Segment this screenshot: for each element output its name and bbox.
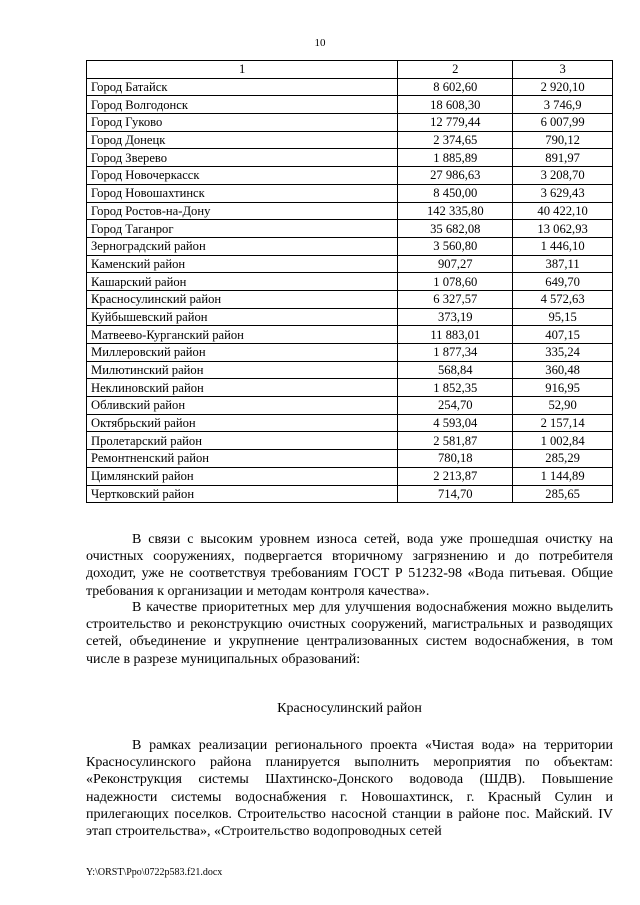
region-name-cell: Зерноградский район — [87, 237, 398, 255]
value-col2-cell: 2 374,65 — [398, 131, 513, 149]
region-name-cell: Город Ростов-на-Дону — [87, 202, 398, 220]
region-name-cell: Город Новочеркасск — [87, 167, 398, 185]
table-row — [87, 273, 613, 291]
value-col3-cell: 649,70 — [513, 273, 613, 291]
value-col2-cell: 11 883,01 — [398, 326, 513, 344]
table-row — [87, 379, 613, 397]
section-heading: Красносулинский район — [277, 701, 422, 716]
table-row — [87, 237, 613, 255]
header-cell: 2 — [398, 61, 513, 79]
value-col2-cell: 568,84 — [398, 361, 513, 379]
value-col2-cell: 6 327,57 — [398, 290, 513, 308]
table-row — [87, 131, 613, 149]
table-row — [87, 255, 613, 273]
region-name-cell: Красносулинский район — [87, 290, 398, 308]
value-col2-cell: 2 213,87 — [398, 467, 513, 485]
value-col3-cell: 285,29 — [513, 450, 613, 468]
table-header-row — [87, 61, 613, 79]
value-col2-cell: 4 593,04 — [398, 414, 513, 432]
value-col2-cell: 907,27 — [398, 255, 513, 273]
region-name-cell: Город Гуково — [87, 114, 398, 132]
value-col2-cell: 1 885,89 — [398, 149, 513, 167]
table-row — [87, 96, 613, 114]
table-row — [87, 361, 613, 379]
region-name-cell: Город Донецк — [87, 131, 398, 149]
table-row — [87, 114, 613, 132]
value-col3-cell: 2 157,14 — [513, 414, 613, 432]
value-col3-cell: 1 446,10 — [513, 237, 613, 255]
table-row — [87, 485, 613, 503]
value-col3-cell: 1 002,84 — [513, 432, 613, 450]
value-col3-cell: 52,90 — [513, 397, 613, 415]
region-name-cell: Город Волгодонск — [87, 96, 398, 114]
region-name-cell: Город Батайск — [87, 78, 398, 96]
value-col3-cell: 891,97 — [513, 149, 613, 167]
region-name-cell: Ремонтненский район — [87, 450, 398, 468]
page-number: 10 — [314, 37, 326, 49]
region-name-cell: Кашарский район — [87, 273, 398, 291]
value-col2-cell: 35 682,08 — [398, 220, 513, 238]
value-col3-cell: 40 422,10 — [513, 202, 613, 220]
region-name-cell: Обливский район — [87, 397, 398, 415]
table-row — [87, 326, 613, 344]
table-row — [87, 450, 613, 468]
value-col2-cell: 8 450,00 — [398, 184, 513, 202]
region-name-cell: Чертковский район — [87, 485, 398, 503]
value-col2-cell: 254,70 — [398, 397, 513, 415]
paragraph-priority-measures: В качестве приоритетных мер для улучшения водоснабжения можно выделить строительство и реконструкцию очистных сооружений, магистральных и разводящих сетей, объединение и укрупнение централизованных систем водоснабжения, в том числе в разрезе муниципальных образований: — [86, 600, 613, 667]
value-col3-cell: 916,95 — [513, 379, 613, 397]
value-col2-cell: 714,70 — [398, 485, 513, 503]
table-row — [87, 202, 613, 220]
value-col3-cell: 3 208,70 — [513, 167, 613, 185]
value-col3-cell: 790,12 — [513, 131, 613, 149]
region-name-cell: Каменский район — [87, 255, 398, 273]
value-col3-cell: 2 920,10 — [513, 78, 613, 96]
table-row — [87, 308, 613, 326]
paragraph-network-wear: В связи с высоким уровнем износа сетей, вода уже прошедшая очистку на очистных сооружениях, подвергается вторичному загрязнению и до потребителя доходит, уже не соответствуя требованиям ГОСТ Р 51232-98 «Вода питьевая. Общие требования к организации и методам контроля качества». — [86, 532, 613, 599]
value-col2-cell: 3 560,80 — [398, 237, 513, 255]
value-col3-cell: 285,65 — [513, 485, 613, 503]
region-name-cell: Город Новошахтинск — [87, 184, 398, 202]
value-col2-cell: 373,19 — [398, 308, 513, 326]
table-row — [87, 149, 613, 167]
region-name-cell: Пролетарский район — [87, 432, 398, 450]
value-col3-cell: 4 572,63 — [513, 290, 613, 308]
value-col2-cell: 780,18 — [398, 450, 513, 468]
region-name-cell: Неклиновский район — [87, 379, 398, 397]
region-name-cell: Город Таганрог — [87, 220, 398, 238]
table-row — [87, 78, 613, 96]
table-row — [87, 467, 613, 485]
value-col2-cell: 8 602,60 — [398, 78, 513, 96]
region-name-cell: Цимлянский район — [87, 467, 398, 485]
header-cell: 3 — [513, 61, 613, 79]
region-name-cell: Октябрьский район — [87, 414, 398, 432]
table-row — [87, 184, 613, 202]
value-col2-cell: 2 581,87 — [398, 432, 513, 450]
value-col2-cell: 12 779,44 — [398, 114, 513, 132]
value-col3-cell: 3 629,43 — [513, 184, 613, 202]
value-col3-cell: 13 062,93 — [513, 220, 613, 238]
value-col2-cell: 1 078,60 — [398, 273, 513, 291]
table-row — [87, 397, 613, 415]
region-name-cell: Город Зверево — [87, 149, 398, 167]
value-col3-cell: 6 007,99 — [513, 114, 613, 132]
value-col3-cell: 3 746,9 — [513, 96, 613, 114]
table-row — [87, 344, 613, 362]
value-col2-cell: 18 608,30 — [398, 96, 513, 114]
region-name-cell: Куйбышевский район — [87, 308, 398, 326]
value-col3-cell: 407,15 — [513, 326, 613, 344]
value-col3-cell: 95,15 — [513, 308, 613, 326]
footer-file-path: Y:\ORST\Ppo\0722p583.f21.docx — [86, 867, 223, 878]
value-col3-cell: 360,48 — [513, 361, 613, 379]
value-col2-cell: 27 986,63 — [398, 167, 513, 185]
value-col2-cell: 1 877,34 — [398, 344, 513, 362]
table-row — [87, 414, 613, 432]
value-col3-cell: 335,24 — [513, 344, 613, 362]
paragraph-project: В рамках реализации регионального проекта «Чистая вода» на территории Красносулинского района планируется выполнить мероприятия по объектам: «Реконструкция системы Шахтинско-Донского водовода (ШДВ). Повышение надежности системы водоснабжения г. Новошахтинск, г. Красный Сулин и прилегающих поселков. Строительство насосной станции в районе пос. Майский. IV этап строительства», «Строительство водопроводных сетей — [86, 738, 613, 840]
table-row — [87, 167, 613, 185]
value-col2-cell: 1 852,35 — [398, 379, 513, 397]
region-name-cell: Матвеево-Курганский район — [87, 326, 398, 344]
value-col2-cell: 142 335,80 — [398, 202, 513, 220]
table-row — [87, 290, 613, 308]
header-cell: 1 — [87, 61, 398, 79]
region-name-cell: Миллеровский район — [87, 344, 398, 362]
value-col3-cell: 387,11 — [513, 255, 613, 273]
table-row — [87, 220, 613, 238]
data-table — [86, 60, 613, 503]
region-name-cell: Милютинский район — [87, 361, 398, 379]
value-col3-cell: 1 144,89 — [513, 467, 613, 485]
table-row — [87, 432, 613, 450]
